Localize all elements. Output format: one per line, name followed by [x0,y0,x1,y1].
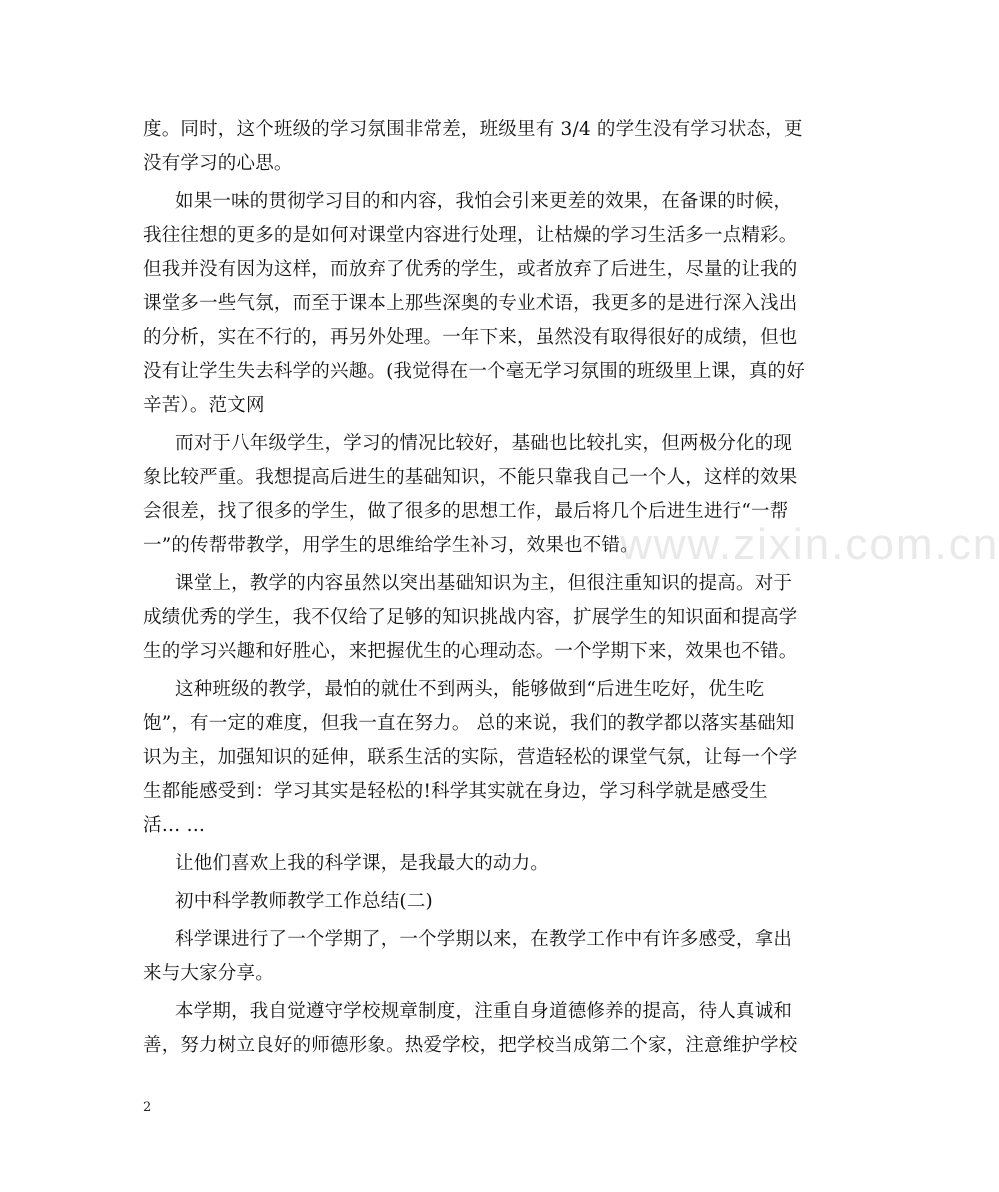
text-line: 让他们喜欢上我的科学课，是我最大的动力。 [175,853,550,874]
text-line: 本学期，我自觉遵守学校规章制度，注重自身道德修养的提高，待人真诚和 [175,1001,793,1022]
text-line: 没有学习的心思。 [143,153,293,174]
text-line: 饱”，有一定的难度，但我一直在努力。 总的来说，我们的教学都以落实基础知 [143,713,795,734]
text-line: 辛苦）。范文网 [143,395,265,416]
page-number: 2 [143,1100,152,1115]
text-line: 识为主，加强知识的延伸，联系生活的实际，营造轻松的课堂气氛，让每一个学 [143,747,798,768]
text-line: 来与大家分享。 [143,963,274,984]
text-line: 一”的传帮带教学，用学生的思维给学生补习，效果也不错。 [143,535,639,556]
section-heading: 初中科学教师教学工作总结(二) [175,891,433,912]
text-line: 而对于八年级学生，学习的情况比较好，基础也比较扎实，但两极分化的现 [175,433,793,454]
text-line: 生的学习兴趣和好胜心，来把握优生的心理动态。一个学期下来，效果也不错。 [143,641,798,662]
text-line: 课堂上，教学的内容虽然以突出基础知识为主，但很注重知识的提高。对于 [175,573,793,594]
text-line: 这种班级的教学，最怕的就仕不到两头，能够做到“后进生吃好，优生吃 [175,679,765,700]
text-line: 会很差，找了很多的学生，做了很多的思想工作，最后将几个后进生进行“一帮 [143,501,789,522]
text-line: 象比较严重。我想提高后进生的基础知识，不能只靠我自己一个人，这样的效果 [143,467,798,488]
text-line: 成绩优秀的学生，我不仅给了足够的知识挑战内容，扩展学生的知识面和提高学 [143,607,798,628]
text-line: 课堂多一些气氛，而至于课本上那些深奥的专业术语，我更多的是进行深入浅出 [143,293,798,314]
text-line: 的分析，实在不行的，再另外处理。一年下来，虽然没有取得很好的成绩，但也 [143,327,798,348]
text-line: 善，努力树立良好的师德形象。热爱学校，把学校当成第二个家，注意维护学校 [143,1035,798,1056]
text-line: 如果一味的贯彻学习目的和内容，我怕会引来更差的效果，在备课的时候， [175,191,793,212]
text-line: 活… … [143,815,206,836]
watermark: www.zixin.com.cn [620,520,999,569]
text-line: 没有让学生失去科学的兴趣。(我觉得在一个毫无学习氛围的班级里上课，真的好 [143,361,805,382]
text-line: 科学课进行了一个学期了，一个学期以来，在教学工作中有许多感受，拿出 [175,929,793,950]
text-line: 度。同时，这个班级的学习氛围非常差，班级里有 3/4 的学生没有学习状态，更 [143,119,803,140]
text-line: 但我并没有因为这样，而放弃了优秀的学生，或者放弃了后进生，尽量的让我的 [143,259,798,280]
text-line: 生都能感受到：学习其实是轻松的!科学其实就在身边，学习科学就是感受生 [143,781,768,802]
text-line: 我往往想的更多的是如何对课堂内容进行处理，让枯燥的学习生活多一点精彩。 [143,225,798,246]
